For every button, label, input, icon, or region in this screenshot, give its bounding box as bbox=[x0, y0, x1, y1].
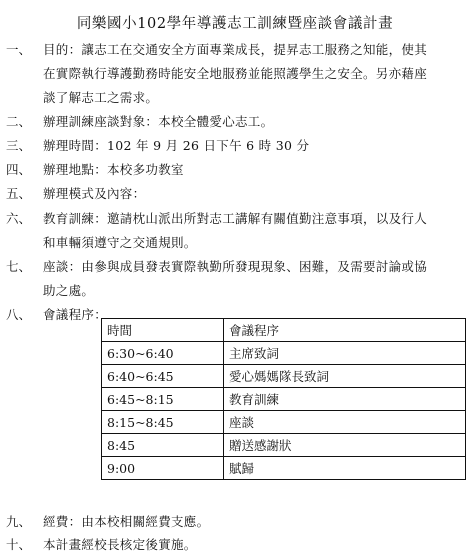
item-6-text-cont: 和車輛須遵守之交通規則。 bbox=[43, 235, 197, 250]
item-1-text-cont: 在實際執行導護勤務時能安全地服務並能照護學生之安全。另亦藉座 bbox=[43, 66, 428, 81]
schedule-time-cell: 9:00 bbox=[102, 457, 224, 480]
table-row bbox=[102, 434, 466, 457]
header-agenda: 會議程序 bbox=[224, 319, 466, 342]
schedule-table bbox=[101, 318, 466, 480]
item-8-text: 會議程序： bbox=[43, 307, 108, 322]
header-time: 時間 bbox=[102, 319, 224, 342]
schedule-agenda-cell: 主席致詞 bbox=[224, 342, 466, 365]
schedule-time-cell: 6:45~8:15 bbox=[102, 388, 224, 411]
item-6-text: 教育訓練：邀請枕山派出所對志工講解有關值勤注意事項，以及行人 bbox=[43, 211, 428, 226]
table-row bbox=[102, 457, 466, 480]
item-3-text: 辦理時間：102 年 9 月 26 日下午 6 時 30 分 bbox=[43, 138, 310, 153]
table-row bbox=[102, 365, 466, 388]
schedule-header-row bbox=[102, 319, 466, 342]
item-1-number: 一、 bbox=[6, 42, 32, 57]
item-1-text-cont: 談了解志工之需求。 bbox=[43, 90, 159, 105]
schedule-agenda-cell: 愛心媽媽隊長致詞 bbox=[224, 365, 466, 388]
schedule-agenda-cell: 贈送感謝狀 bbox=[224, 434, 466, 457]
item-4-number: 四、 bbox=[6, 162, 32, 177]
item-2-text: 辦理訓練座談對象：本校全體愛心志工。 bbox=[43, 114, 274, 129]
item-10-number: 十、 bbox=[6, 537, 32, 552]
item-9-number: 九、 bbox=[6, 514, 32, 529]
item-5-text: 辦理模式及內容： bbox=[43, 186, 146, 201]
schedule-agenda-cell: 座談 bbox=[224, 411, 466, 434]
document-title: 同樂國小102學年導護志工訓練暨座談會議計畫 bbox=[76, 16, 394, 32]
table-row bbox=[102, 388, 466, 411]
item-1-text: 目的：讓志工在交通安全方面專業成長，提昇志工服務之知能，使其 bbox=[43, 42, 428, 57]
item-6-number: 六、 bbox=[6, 211, 32, 226]
item-7-text: 座談：由參與成員發表實際執勤所發現現象、困難，及需要討論或協 bbox=[43, 259, 428, 274]
schedule-time-cell: 6:40~6:45 bbox=[102, 365, 224, 388]
schedule-time-cell: 8:45 bbox=[102, 434, 224, 457]
item-4-text: 辦理地點：本校多功教室 bbox=[43, 162, 184, 177]
table-row bbox=[102, 342, 466, 365]
table-row bbox=[102, 411, 466, 434]
item-5-number: 五、 bbox=[6, 186, 32, 201]
item-2-number: 二、 bbox=[6, 114, 32, 129]
schedule-agenda-cell: 賦歸 bbox=[224, 457, 466, 480]
item-7-number: 七、 bbox=[6, 259, 32, 274]
schedule-time-cell: 8:15~8:45 bbox=[102, 411, 224, 434]
schedule-time-cell: 6:30~6:40 bbox=[102, 342, 224, 365]
schedule-agenda-cell: 教育訓練 bbox=[224, 388, 466, 411]
item-7-text-cont: 助之處。 bbox=[43, 283, 95, 298]
item-9-text: 經費：由本校相關經費支應。 bbox=[43, 514, 210, 529]
item-8-number: 八、 bbox=[6, 307, 32, 322]
item-3-number: 三、 bbox=[6, 138, 32, 153]
item-10-text: 本計畫經校長核定後實施。 bbox=[43, 537, 197, 552]
